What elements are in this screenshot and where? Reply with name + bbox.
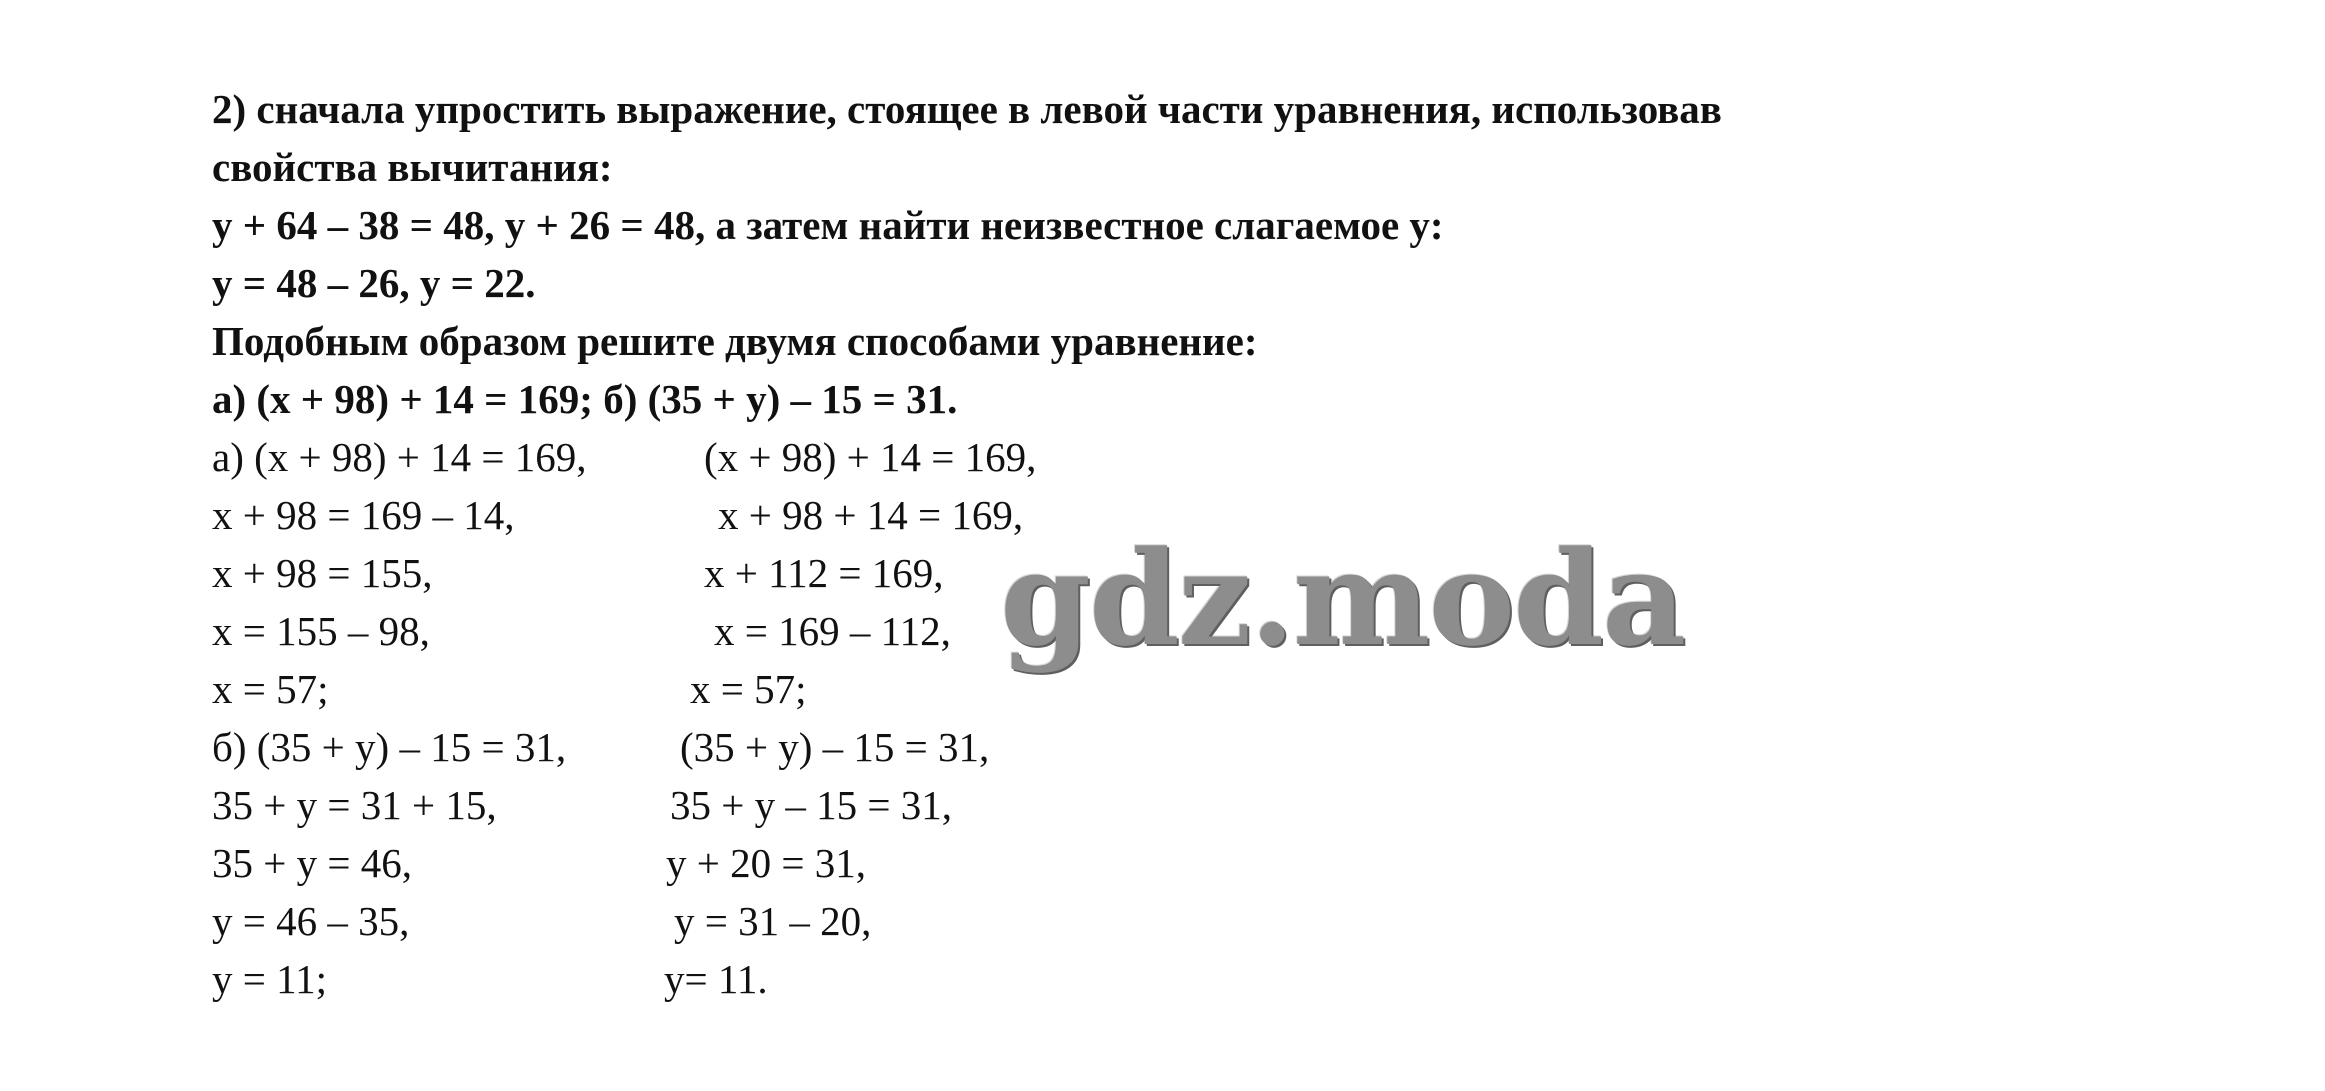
- solution-b-left-line: 35 + y = 46,: [212, 840, 412, 886]
- solution-b-right-line: y= 11.: [664, 956, 768, 1002]
- statement-line-1: 2) сначала упростить выражение, стоящее в левой части уравнения, использовав: [212, 86, 1722, 132]
- solution-b-left-line: y = 11;: [212, 956, 327, 1002]
- solution-a-right-line: x = 57;: [690, 666, 807, 712]
- problem-statement: [212, 80, 2162, 428]
- solution-b-right-line: y = 31 – 20,: [674, 898, 872, 944]
- statement-line-5: Подобным образом решите двумя способами уравнение:: [212, 318, 1258, 364]
- statement-line-2: свойства вычитания:: [212, 144, 613, 190]
- solution-a-left-line: x + 98 = 169 – 14,: [212, 492, 515, 538]
- solution-b-right-line: y + 20 = 31,: [666, 840, 866, 886]
- solution-a-right-line: (x + 98) + 14 = 169,: [704, 434, 1037, 480]
- solution-a-left-line: x = 155 – 98,: [212, 608, 430, 654]
- solution-a-right-line: x + 112 = 169,: [704, 550, 944, 596]
- solution-a-left-line: x + 98 = 155,: [212, 550, 433, 596]
- solution-b-left-line: y = 46 – 35,: [212, 898, 410, 944]
- solution-b-left-line: 35 + y = 31 + 15,: [212, 782, 497, 828]
- solution-b-right-line: 35 + y – 15 = 31,: [670, 782, 952, 828]
- solution-a-right-line: x = 169 – 112,: [714, 608, 951, 654]
- statement-line-6: а) (x + 98) + 14 = 169; б) (35 + y) – 15 = 31.: [212, 376, 958, 422]
- solution-b-left-line: б) (35 + y) – 15 = 31,: [212, 724, 567, 770]
- statement-line-4: y = 48 – 26, y = 22.: [212, 260, 536, 306]
- statement-line-3: y + 64 – 38 = 48, y + 26 = 48, а затем найти неизвестное слагаемое y:: [212, 202, 1444, 248]
- solution-b-right-line: (35 + y) – 15 = 31,: [680, 724, 990, 770]
- solution-a-right-line: x + 98 + 14 = 169,: [718, 492, 1024, 538]
- solution-a-left-line: x = 57;: [212, 666, 329, 712]
- solution-a-left-line: а) (x + 98) + 14 = 169,: [212, 434, 587, 480]
- site-watermark: gdz.moda: [1000, 522, 1685, 675]
